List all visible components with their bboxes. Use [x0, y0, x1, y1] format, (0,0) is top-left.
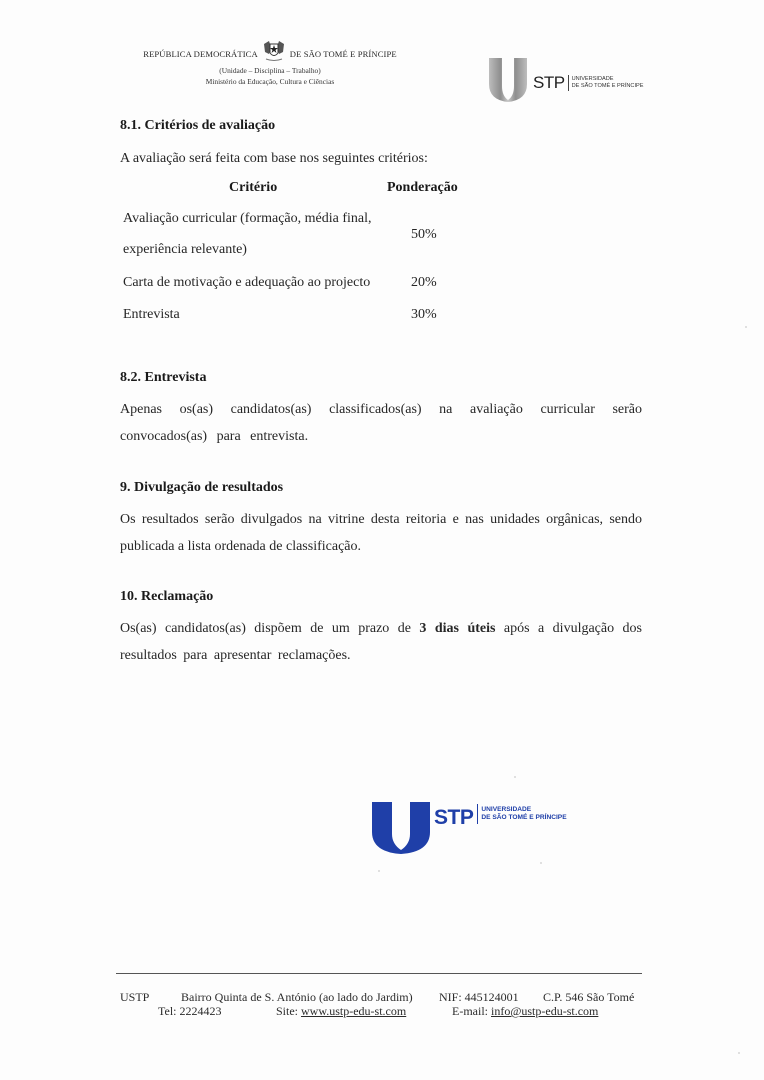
scan-artifact — [378, 870, 380, 872]
weight-cell: 30% — [411, 307, 437, 322]
national-motto: (Unidade – Disciplina – Trabalho) — [219, 66, 321, 75]
deadline-emphasis: 3 dias úteis — [419, 621, 496, 636]
scan-artifact — [745, 326, 747, 328]
footer-divider — [116, 973, 642, 974]
section-9-heading: 9. Divulgação de resultados — [120, 480, 284, 495]
scan-artifact — [514, 776, 516, 778]
criterion-cell: Carta de motivação e adequação ao projecto — [123, 275, 371, 290]
footer-postal-box: C.P. 546 São Tomé — [543, 990, 635, 1004]
logo-acronym: STP — [533, 73, 565, 92]
footer-phone: Tel: 2224423 — [158, 1004, 222, 1018]
ustp-u-blue-icon — [370, 800, 432, 854]
section-10-body: Os(as) candidatos(as) dispõem de um prazo de 3 dias úteis após a divulgação dos resultados para apresentar reclamações. — [120, 621, 643, 663]
section-8-1-intro: A avaliação será feita com base nos seguintes critérios: — [120, 151, 428, 166]
criterion-cell: Entrevista — [123, 307, 180, 322]
ministry-name: Ministério da Educação, Cultura e Ciências — [205, 77, 335, 86]
section-10-heading: 10. Reclamação — [120, 589, 214, 604]
weight-cell: 20% — [411, 275, 437, 290]
section-8-2-heading: 8.2. Entrevista — [120, 370, 207, 385]
logo-university-name: UNIVERSIDADE DE SÃO TOMÉ E PRÍNCIPE — [571, 76, 644, 89]
weight-cell: 50% — [411, 227, 437, 242]
letterhead-government — [120, 44, 420, 86]
republic-title-left: REPÚBLICA DEMOCRÁTICA — [143, 49, 258, 59]
coat-of-arms-icon — [260, 38, 288, 64]
logo-separator — [568, 75, 569, 91]
criterion-cell: Avaliação curricular (formação, média final, — [123, 211, 372, 226]
section-9-body: Os resultados serão divulgados na vitrine desta reitoria e nas unidades orgânicas, sendo publicada a lista ordenada de classificação. — [120, 512, 642, 554]
website-link[interactable]: www.ustp-edu-st.com — [301, 1004, 407, 1018]
ustp-logo-header — [485, 57, 643, 101]
ustp-logo-stamp — [370, 800, 567, 854]
section-8-1-heading: 8.1. Critérios de avaliação — [120, 118, 276, 133]
section-8-2-body: Apenas os(as) candidatos(as) classificados(as) na avaliação curricular serão convocados(as) para entrevista. — [120, 402, 642, 444]
criterion-cell-cont: experiência relevante) — [123, 242, 247, 257]
footer-email: E-mail: info@ustp-edu-st.com — [452, 1004, 599, 1018]
email-link[interactable]: info@ustp-edu-st.com — [491, 1004, 599, 1018]
scan-artifact — [738, 1052, 740, 1054]
stamp-university-name: UNIVERSIDADE DE SÃO TOMÉ E PRÍNCIPE — [481, 806, 567, 821]
stamp-acronym: STP — [434, 806, 474, 829]
footer-site: Site: www.ustp-edu-st.com — [276, 1004, 407, 1018]
scan-artifact — [540, 862, 542, 864]
footer-address: Bairro Quinta de S. António (ao lado do Jardim) — [181, 990, 413, 1004]
footer-org: USTP — [120, 990, 150, 1004]
republic-title — [120, 44, 420, 64]
footer-nif: NIF: 445124001 — [439, 990, 519, 1004]
republic-title-right: DE SÃO TOMÉ E PRÍNCIPE — [289, 49, 397, 59]
table-header-weight: Ponderação — [387, 180, 458, 195]
table-header-criterion: Critério — [229, 180, 278, 195]
stamp-separator — [477, 804, 478, 824]
ustp-u-icon — [485, 56, 531, 102]
